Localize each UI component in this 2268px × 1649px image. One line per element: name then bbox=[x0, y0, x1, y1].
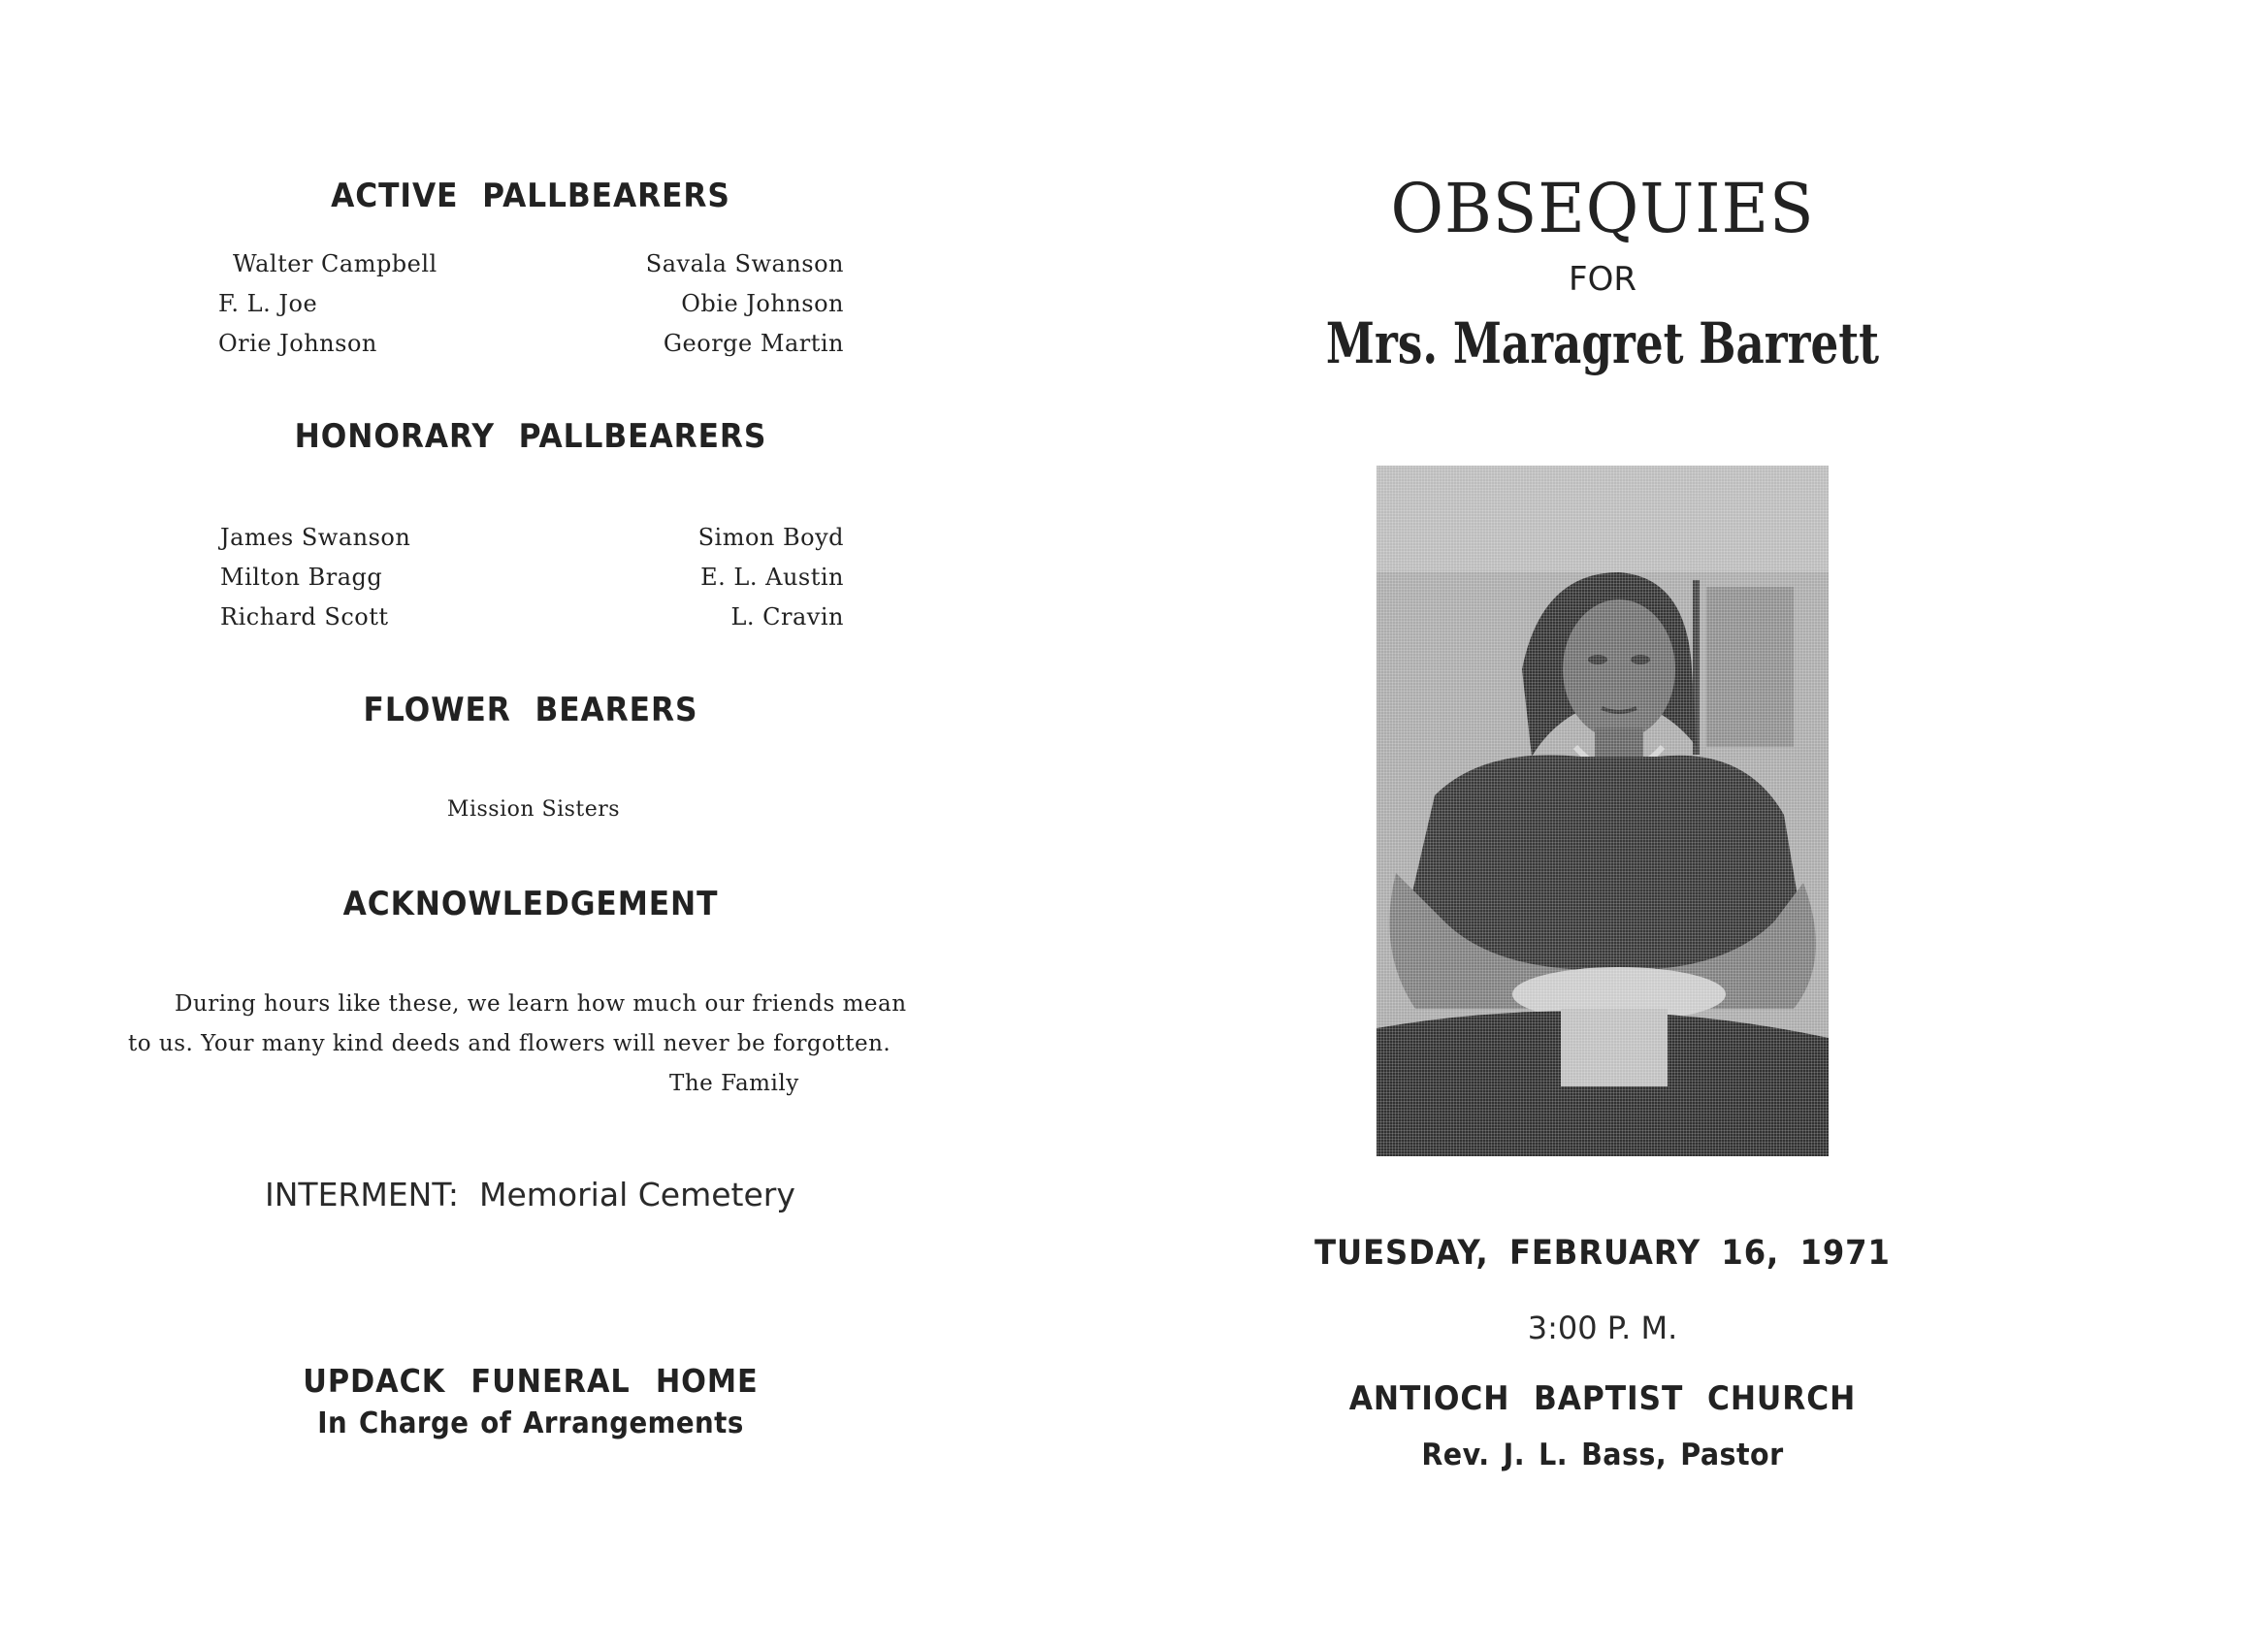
wall-upper bbox=[1377, 466, 1829, 572]
obsequies-title: OBSEQUIES bbox=[1390, 169, 1815, 248]
honorary-pallbearers-heading: HONORARY PALLBEARERS bbox=[294, 417, 767, 456]
active-pallbearers-heading: ACTIVE PALLBEARERS bbox=[331, 177, 730, 215]
handbag bbox=[1561, 1009, 1668, 1086]
honorary-pallbearers-list bbox=[220, 524, 844, 643]
pallbearer-name: Richard Scott bbox=[220, 603, 389, 630]
face bbox=[1563, 599, 1675, 739]
active-pallbearers-list bbox=[218, 250, 844, 370]
flower-bearers-name: Mission Sisters bbox=[446, 797, 621, 822]
pallbearer-name: Orie Johnson bbox=[218, 330, 377, 357]
pallbearer-name: L. Cravin bbox=[730, 603, 844, 630]
acknowledgement-heading: ACKNOWLEDGEMENT bbox=[342, 885, 719, 923]
pallbearer-name: George Martin bbox=[663, 330, 844, 357]
list-row bbox=[218, 250, 844, 290]
list-row bbox=[218, 290, 844, 330]
list-row bbox=[220, 524, 844, 564]
funeral-home-note: In Charge of Arrangements bbox=[317, 1406, 744, 1440]
acknowledgement-line-2: to us. Your many kind deeds and flowers will never be forgotten. bbox=[128, 1031, 891, 1056]
acknowledgement-signature: The Family bbox=[669, 1071, 799, 1096]
deceased-name: Mrs. Maragret Barrett bbox=[1325, 310, 1880, 376]
pallbearer-name: F. L. Joe bbox=[218, 290, 318, 317]
acknowledgement-line-1: During hours like these, we learn how much our friends mean bbox=[175, 991, 907, 1017]
interment-value: Memorial Cemetery bbox=[479, 1176, 795, 1213]
pallbearer-name: Simon Boyd bbox=[697, 524, 844, 551]
interment-line bbox=[265, 1176, 944, 1213]
pallbearer-name: Obie Johnson bbox=[681, 290, 844, 317]
for-label: FOR bbox=[1569, 260, 1636, 299]
list-row bbox=[220, 564, 844, 603]
service-date: TUESDAY, FEBRUARY 16, 1971 bbox=[1314, 1234, 1891, 1273]
list-row bbox=[220, 603, 844, 643]
portrait-photo bbox=[1377, 466, 1829, 1156]
pallbearer-name: Walter Campbell bbox=[233, 250, 437, 277]
interment-label: INTERMENT: bbox=[265, 1176, 460, 1213]
pallbearer-name: Milton Bragg bbox=[220, 564, 383, 591]
pallbearer-name: Savala Swanson bbox=[645, 250, 844, 277]
portrait-illustration bbox=[1377, 466, 1829, 1156]
list-row bbox=[218, 330, 844, 370]
window-pane bbox=[1706, 587, 1794, 747]
pallbearer-name: E. L. Austin bbox=[700, 564, 844, 591]
funeral-home-name: UPDACK FUNERAL HOME bbox=[303, 1362, 759, 1400]
left-eye bbox=[1588, 655, 1607, 664]
service-time: 3:00 P. M. bbox=[1527, 1310, 1678, 1346]
church-name: ANTIOCH BAPTIST CHURCH bbox=[1348, 1379, 1857, 1418]
pallbearer-name: James Swanson bbox=[220, 524, 411, 551]
right-eye bbox=[1631, 655, 1650, 664]
flower-bearers-heading: FLOWER BEARERS bbox=[363, 691, 698, 729]
pastor-name: Rev. J. L. Bass, Pastor bbox=[1421, 1438, 1784, 1472]
